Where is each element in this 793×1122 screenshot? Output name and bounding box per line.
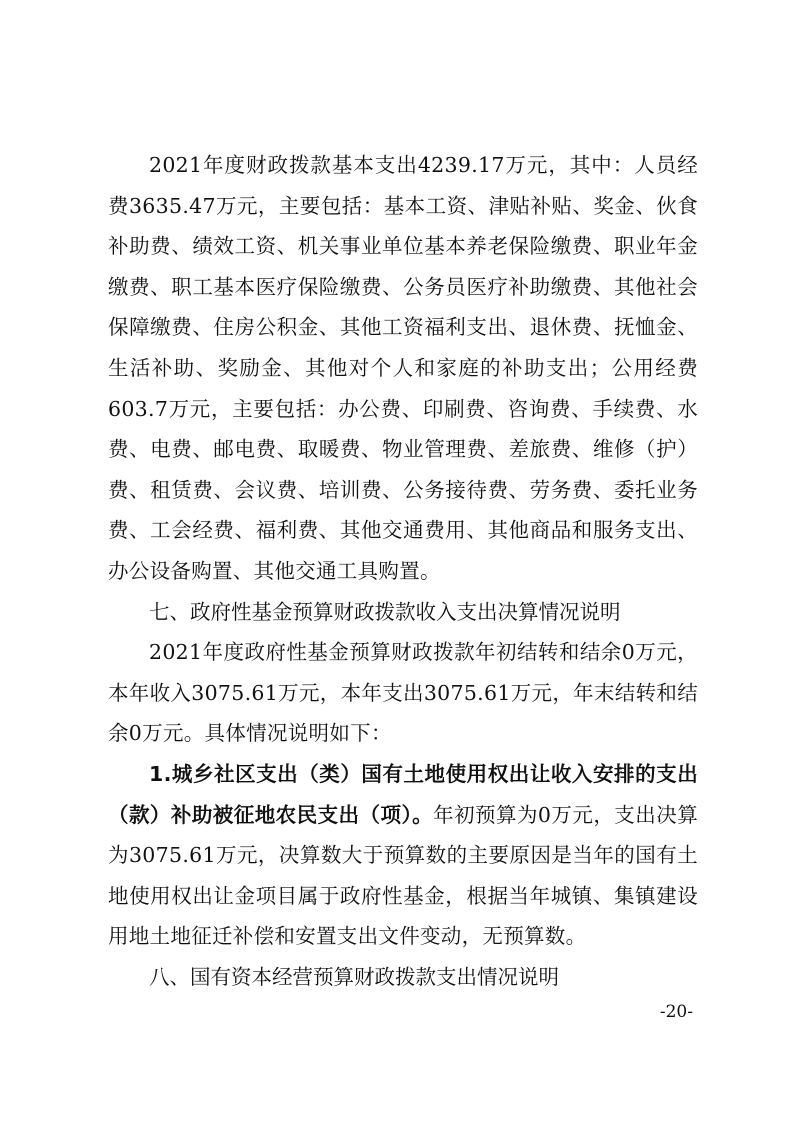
page-number: -20- bbox=[659, 1002, 693, 1022]
document-body bbox=[108, 145, 698, 997]
section-7-heading: 七、政府性基金预算财政拨款收入支出决算情况说明 bbox=[149, 599, 621, 624]
basic-expenditure-paragraph: 2021年度财政拨款基本支出4239.17万元，其中：人员经费3635.47万元，主要包括：基本工资、津贴补贴、奖金、伙食补助费、绩效工资、机关事业单位基本养老保险缴费、职业年金缴费、职工基本医疗保险缴费、公务员医疗补助缴费、其他社会保障缴费、住房公积金、其他工资福利支出、退休费、抚恤金、生活补助、奖励金、其他对个人和家庭的补助支出；公用经费603.7万元，主要包括：办公费、印刷费、咨询费、手续费、水费、电费、邮电费、取暖费、物业管理费、差旅费、维修（护）费、租赁费、会议费、培训费、公务接待费、劳务费、委托业务费、工会经费、福利费、其他交通费用、其他商品和服务支出、办公设备购置、其他交通工具购置。 bbox=[108, 153, 698, 583]
item-1-text: 年初预算为0万元，支出决算为3075.61万元，决算数大于预算数的主要原因是当年的国有土地使用权出让金项目属于政府性基金，根据当年城镇、集镇建设用地土地征迁补偿和安置支出文件变动，无预算数。 bbox=[108, 802, 698, 949]
fund-summary-paragraph: 2021年度政府性基金预算财政拨款年初结转和结余0万元，本年收入3075.61万元，本年支出3075.61万元，年末结转和结余0万元。具体情况说明如下： bbox=[108, 640, 698, 746]
section-8-heading: 八、国有资本经营预算财政拨款支出情况说明 bbox=[149, 964, 559, 989]
item-1-bold-title: 1.城乡社区支出（类）国有土地使用权出让收入安排的支出（款）补助被征地农民支出（项）。 bbox=[108, 761, 698, 827]
item-1-paragraph bbox=[108, 754, 698, 957]
